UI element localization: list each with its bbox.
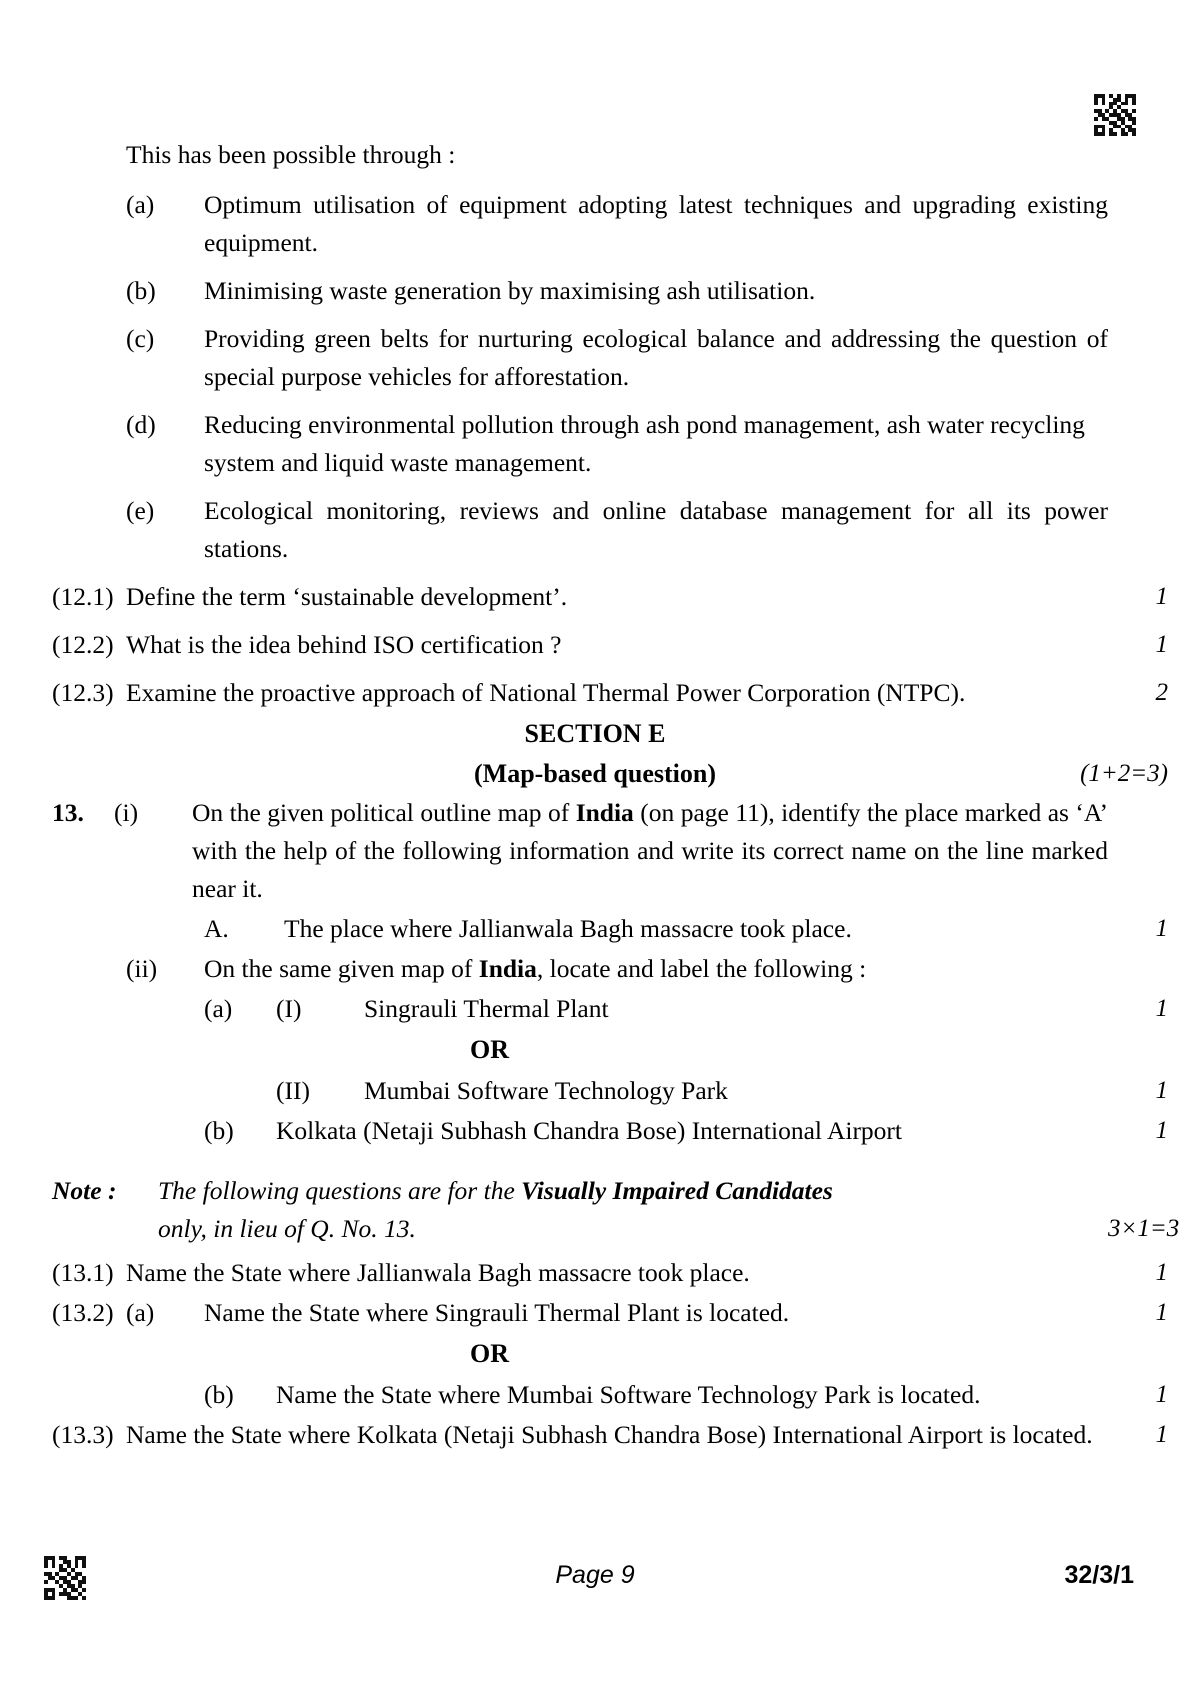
qr-code-top: [1094, 94, 1136, 136]
question-13-ii-b: [0, 1112, 1190, 1150]
bullet-text: Minimising waste generation by maximising ash utilisation.: [204, 276, 816, 305]
roman-numeral: (I): [276, 994, 302, 1023]
subquestion-12-2: [0, 626, 1190, 664]
intro-text: This has been possible through :: [126, 140, 456, 169]
subquestion-marker: (13.3): [52, 1420, 114, 1449]
sub-marker: (a): [126, 1298, 155, 1327]
section-marks: (1+2=3): [1080, 760, 1168, 787]
roman-marker: (i): [114, 798, 139, 827]
question-13-2-b: [0, 1376, 1190, 1414]
section-subtitle-row: [0, 754, 1190, 794]
bullet-item: [0, 406, 1190, 482]
subquestion-marker: (13.1): [52, 1258, 114, 1287]
subquestion-text: Name the State where Mumbai Software Technology Park is located.: [276, 1380, 981, 1409]
ii-b-text: Kolkata (Netaji Subhash Chandra Bose) International Airport: [276, 1116, 903, 1145]
marks-value: 1: [1155, 1259, 1168, 1286]
ii-a-text: Singrauli Thermal Plant: [364, 994, 609, 1023]
marks-value: 2: [1155, 679, 1168, 706]
sub-marker: (a): [204, 994, 233, 1023]
or-separator-2: OR: [470, 1339, 509, 1368]
subquestion-12-3: [0, 674, 1190, 712]
paper-code: 32/3/1: [1064, 1561, 1134, 1589]
note-text-2: only, in lieu of Q. No. 13.: [158, 1214, 416, 1243]
bullet-marker: (a): [126, 190, 155, 219]
q13i-text-2: (on page 11), identify the place marked as ‘A’ with the help of the following information and write its correct name on the line marked near it.: [192, 798, 1108, 903]
bullet-text: Optimum utilisation of equipment adopting latest techniques and upgrading existing equipment.: [204, 190, 1108, 257]
question-13-1: [0, 1254, 1190, 1292]
subquestion-marker: (13.2): [52, 1298, 114, 1327]
q13ii-bold-india: India: [478, 954, 537, 983]
bullet-item: [0, 320, 1190, 396]
subquestion-text: Name the State where Jallianwala Bagh massacre took place.: [126, 1258, 750, 1287]
subquestion-text: Name the State where Singrauli Thermal Plant is located.: [204, 1298, 790, 1327]
sub-marker: (b): [204, 1116, 234, 1145]
q13i-text-1: On the given political outline map of: [192, 798, 576, 827]
bullet-marker: (b): [126, 276, 156, 305]
question-13-ii: [0, 950, 1190, 988]
marks-value: 1: [1155, 1381, 1168, 1408]
question-13-item-a: [0, 910, 1190, 948]
question-13-ii-text: [204, 950, 1108, 988]
bullet-marker: (c): [126, 324, 155, 353]
marks-value: 1: [1155, 1077, 1168, 1104]
subquestion-text: Examine the proactive approach of National Thermal Power Corporation (NTPC).: [126, 678, 966, 707]
marks-value: 1: [1155, 583, 1168, 610]
question-13-ii-a: [0, 990, 1190, 1028]
item-marker: A.: [204, 914, 229, 943]
question-13-3: [0, 1416, 1190, 1454]
bullet-item: [0, 186, 1190, 262]
note-marks: 3×1=3: [1108, 1215, 1180, 1242]
page-number: Page 9: [555, 1561, 635, 1589]
bullet-item: [0, 492, 1190, 568]
subquestion-text: What is the idea behind ISO certification ?: [126, 630, 562, 659]
roman-marker: (ii): [126, 954, 158, 983]
question-number: 13.: [52, 798, 84, 827]
bullet-text: Reducing environmental pollution through ash pond management, ash water recycling system and liquid waste management.: [204, 410, 1085, 477]
marks-value: 1: [1155, 631, 1168, 658]
bullet-marker: (e): [126, 496, 155, 525]
bullet-marker: (d): [126, 410, 156, 439]
roman-numeral: (II): [276, 1076, 310, 1105]
subquestion-marker: (12.3): [52, 678, 114, 707]
subquestion-text: Define the term ‘sustainable development’.: [126, 582, 568, 611]
bullet-item: [0, 272, 1190, 310]
note-block-line2: [0, 1210, 1190, 1248]
ii-a2-text: Mumbai Software Technology Park: [364, 1076, 728, 1105]
question-13-ii-a2: [0, 1072, 1190, 1110]
subquestion-marker: (12.1): [52, 582, 114, 611]
item-a-text: The place where Jallianwala Bagh massacre took place.: [284, 914, 852, 943]
section-subtitle: (Map-based question): [474, 759, 716, 788]
question-13-2-a: [0, 1294, 1190, 1332]
marks-value: 1: [1155, 1117, 1168, 1144]
note-bold-vi-candidates: Visually Impaired Candidates: [521, 1176, 833, 1205]
intro-line: [0, 136, 1190, 174]
q13ii-text-1: On the same given map of: [204, 954, 479, 983]
note-label: Note :: [52, 1176, 117, 1205]
bullet-text: Providing green belts for nurturing ecological balance and addressing the question of special purpose vehicles for afforestation.: [204, 324, 1108, 391]
marks-value: 1: [1155, 1299, 1168, 1326]
q13ii-text-2: , locate and label the following :: [536, 954, 867, 983]
question-13-i-text: [192, 794, 1108, 908]
note-text-1: The following questions are for the: [158, 1176, 522, 1205]
note-text: [158, 1172, 1108, 1210]
subquestion-12-1: [0, 578, 1190, 616]
or-separator-1: OR: [470, 1035, 509, 1064]
section-title: SECTION E: [524, 719, 666, 748]
q13i-bold-india: India: [575, 798, 634, 827]
subquestion-marker: (12.2): [52, 630, 114, 659]
note-block: [0, 1172, 1190, 1210]
marks-value: 1: [1155, 915, 1168, 942]
subquestion-text: Name the State where Kolkata (Netaji Subhash Chandra Bose) International Airport is located.: [126, 1420, 1093, 1449]
sub-marker: (b): [204, 1380, 234, 1409]
marks-value: 1: [1155, 1421, 1168, 1448]
bullet-text: Ecological monitoring, reviews and online database management for all its power stations.: [204, 496, 1108, 563]
question-13-i: [0, 794, 1190, 908]
marks-value: 1: [1155, 995, 1168, 1022]
page-footer: [0, 1555, 1190, 1601]
